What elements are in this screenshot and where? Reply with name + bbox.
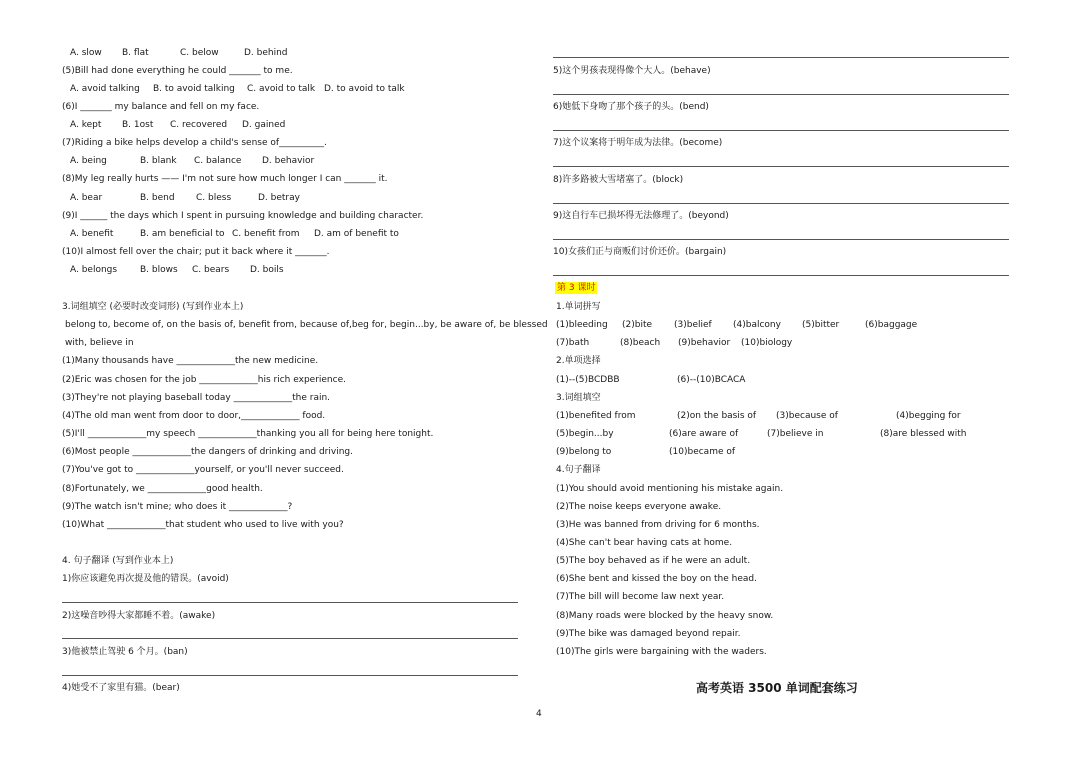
translation-item: 8)许多路被大雪堵塞了。(block): [553, 175, 684, 185]
sec3-item: (7)You've got to _____________yourself, or you'll never succeed.: [62, 465, 344, 475]
lesson-label: 第 3 课时: [557, 283, 596, 293]
q7-options: A. being B. blank C. balance D. behavior: [70, 156, 315, 166]
translation-item: 7)这个议案将于明年成为法律。(become): [553, 138, 723, 148]
answer-line: [553, 130, 1009, 131]
page-number: 4: [536, 709, 542, 719]
q9-options: A. benefit B. am beneficial to C. benefit from D. am of benefit to: [70, 229, 399, 239]
question-8: (8)My leg really hurts —— I'm not sure how much longer I can _______ it.: [62, 174, 388, 184]
translation-item: 9)这自行车已损坏得无法修理了。(beyond): [553, 211, 729, 221]
answer-4-item: (6)She bent and kissed the boy on the head.: [556, 574, 757, 584]
question-6: (6)I _______ my balance and fell on my face.: [62, 102, 260, 112]
answer-3-row: (1)benefited from (2)on the basis of (3)because of (4)begging for: [556, 411, 961, 421]
sec3-item: (2)Eric was chosen for the job _____________his rich experience.: [62, 375, 346, 385]
answer-4-item: (7)The bill will become law next year.: [556, 592, 725, 602]
translation-item: 10)女孩们正与商贩们讨价还价。(bargain): [553, 247, 727, 257]
sec3-item: (1)Many thousands have _____________the new medicine.: [62, 356, 319, 366]
translation-item: 3)他被禁止驾驶 6 个月。(ban): [62, 647, 188, 657]
q5-options: A. avoid talking B. to avoid talking C. avoid to talk D. to avoid to talk: [70, 84, 405, 94]
answer-3-row: (9)belong to (10)became of: [556, 447, 736, 457]
answer-1-row: (7)bath (8)beach (9)behavior (10)biology: [556, 338, 793, 348]
answer-1-row: (1)bleeding (2)bite (3)belief (4)balcony (5)bitter (6)baggage: [556, 320, 918, 330]
answer-line: [553, 239, 1009, 240]
answer-3-title: 3.词组填空: [556, 393, 601, 403]
question-9: (9)I ______ the days which I spent in pursuing knowledge and building character.: [62, 211, 424, 221]
sec3-item: (8)Fortunately, we _____________good health.: [62, 484, 263, 494]
answer-line: [553, 57, 1009, 58]
answer-line: [62, 602, 518, 603]
answer-line: [553, 203, 1009, 204]
sec3-item: (9)The watch isn't mine; who does it _____________?: [62, 502, 293, 512]
answer-4-title: 4.句子翻译: [556, 465, 601, 475]
answer-line: [553, 275, 1009, 276]
translation-item: 2)这噪音吵得大家都睡不着。(awake): [62, 611, 216, 621]
answer-4-item: (8)Many roads were blocked by the heavy snow.: [556, 611, 774, 621]
translation-item: 5)这个男孩表现得像个大人。(behave): [553, 66, 711, 76]
sec3-item: (4)The old man went from door to door,_____________ food.: [62, 411, 326, 421]
q10-options: A. belongs B. blows C. bears D. boils: [70, 265, 284, 275]
answer-line: [62, 638, 518, 639]
answer-2-title: 2.单项选择: [556, 356, 601, 366]
sec3-item: (5)I'll _____________my speech _____________thanking you all for being here tonight.: [62, 429, 434, 439]
answer-4-item: (10)The girls were bargaining with the waders.: [556, 647, 767, 657]
answer-4-item: (3)He was banned from driving for 6 months.: [556, 520, 760, 530]
answer-1-title: 1.单词拼写: [556, 302, 601, 312]
translation-item: 1)你应该避免再次提及他的错误。(avoid): [62, 574, 229, 584]
answer-3-row: (5)begin...by (6)are aware of (7)believe in (8)are blessed with: [556, 429, 967, 439]
answer-line: [553, 94, 1009, 95]
section-3-title: 3.词组填空 (必要时改变词形) (写到作业本上): [62, 302, 244, 312]
sec3-item: (6)Most people _____________the dangers of drinking and driving.: [62, 447, 353, 457]
answer-4-item: (4)She can't bear having cats at home.: [556, 538, 733, 548]
question-10: (10)I almost fell over the chair; put it back where it _______.: [62, 247, 330, 257]
answer-2-row: (1)--(5)BCDBB (6)--(10)BCACA: [556, 375, 746, 385]
question-5: (5)Bill had done everything he could _______ to me.: [62, 66, 293, 76]
section-3-word-bank: belong to, become of, on the basis of, benefit from, because of,beg for, begin...by, be aware of, be blessed: [65, 320, 548, 330]
section-3-word-bank-cont: with, believe in: [65, 338, 134, 348]
answer-4-item: (5)The boy behaved as if he were an adult.: [556, 556, 751, 566]
section-4-title: 4. 句子翻译 (写到作业本上): [62, 556, 174, 566]
answer-4-item: (1)You should avoid mentioning his mistake again.: [556, 484, 784, 494]
question-7: (7)Riding a bike helps develop a child's sense of__________.: [62, 138, 327, 148]
answer-line: [553, 166, 1009, 167]
answer-4-item: (9)The bike was damaged beyond repair.: [556, 629, 741, 639]
q8-options: A. bear B. bend C. bless D. betray: [70, 193, 300, 203]
translation-item: 6)她低下身吻了那个孩子的头。(bend): [553, 102, 709, 112]
sec3-item: (10)What _____________that student who used to live with you?: [62, 520, 344, 530]
sec3-item: (3)They're not playing baseball today _____________the rain.: [62, 393, 331, 403]
translation-item: 4)她受不了家里有猫。(bear): [62, 683, 180, 693]
book-title: 高考英语 3500 单词配套练习: [696, 681, 858, 695]
q4-options: A. slow B. flat C. below D. behind: [70, 48, 288, 58]
q6-options: A. kept B. 1ost C. recovered D. gained: [70, 120, 286, 130]
answer-line: [62, 675, 518, 676]
answer-4-item: (2)The noise keeps everyone awake.: [556, 502, 722, 512]
